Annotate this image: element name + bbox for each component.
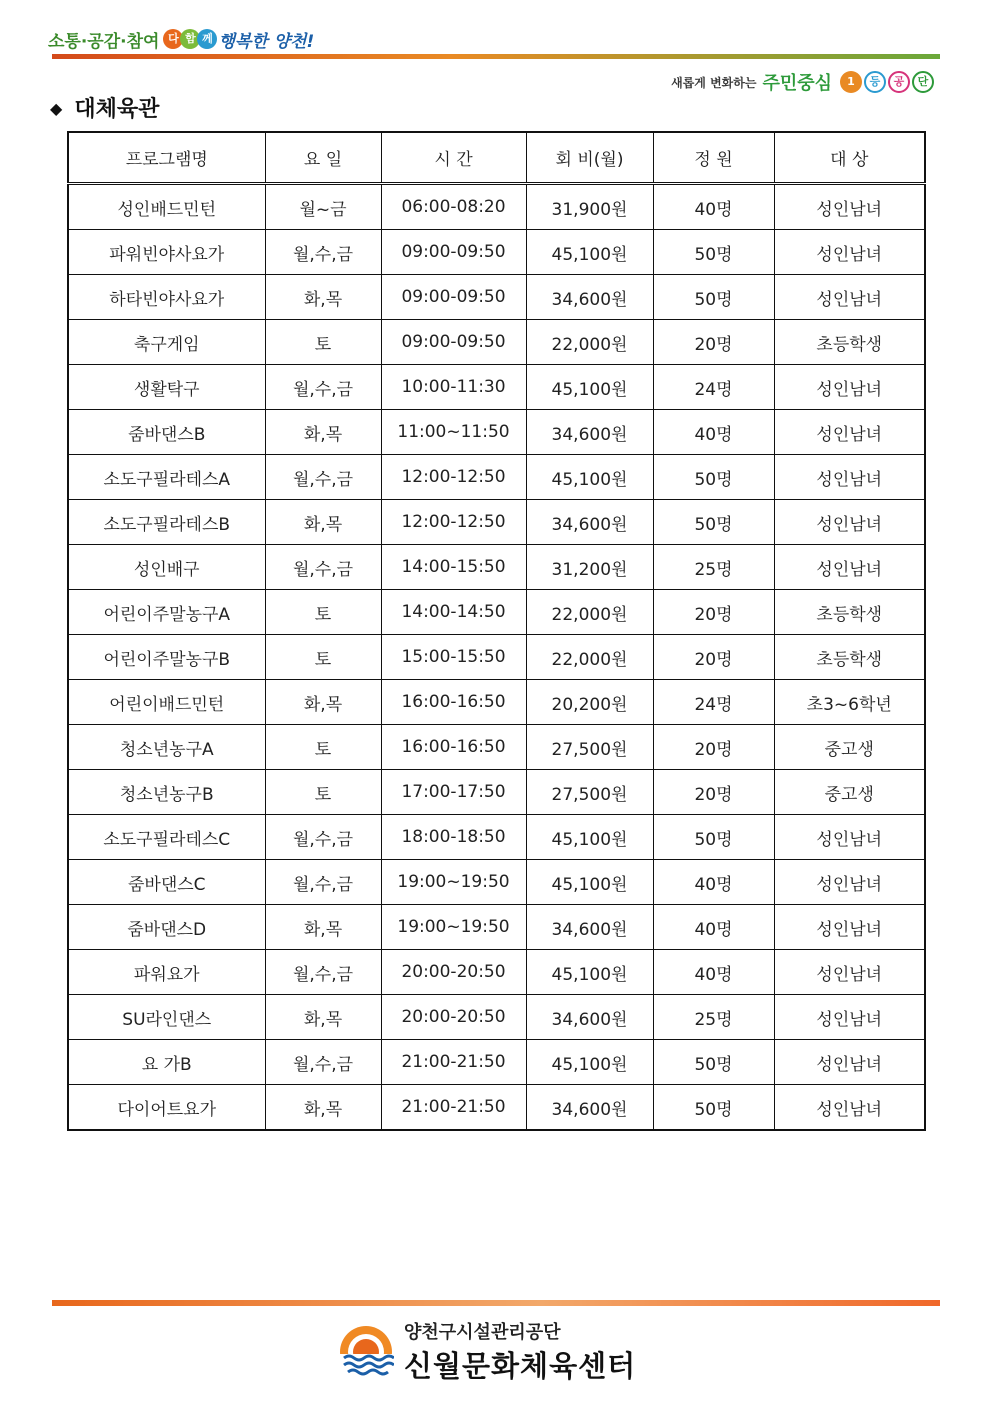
cell-capacity: 40명 — [653, 905, 774, 950]
cell-capacity: 50명 — [653, 500, 774, 545]
center-logo-icon — [338, 1324, 394, 1380]
cell-day: 월~금 — [265, 184, 381, 230]
cell-capacity: 40명 — [653, 860, 774, 905]
slogan-part1: 소통·공감·참여 — [48, 31, 160, 52]
cell-program: 줌바댄스B — [68, 410, 265, 455]
brand-circle: 1 — [840, 71, 862, 93]
section-title — [50, 92, 159, 123]
table-row — [68, 1040, 925, 1085]
table-row — [68, 320, 925, 365]
cell-capacity: 50명 — [653, 815, 774, 860]
table-row — [68, 590, 925, 635]
cell-day: 월,수,금 — [265, 860, 381, 905]
cell-fee: 34,600원 — [526, 905, 653, 950]
cell-target: 성인남녀 — [774, 995, 925, 1040]
cell-fee: 34,600원 — [526, 275, 653, 320]
cell-capacity: 20명 — [653, 635, 774, 680]
footer-org-name: 양천구시설관리공단 — [404, 1322, 561, 1343]
cell-fee: 20,200원 — [526, 680, 653, 725]
table-row — [68, 410, 925, 455]
slogan-badge-char: 께 — [197, 29, 217, 49]
cell-day: 토 — [265, 725, 381, 770]
cell-program: SU라인댄스 — [68, 995, 265, 1040]
table-row — [68, 770, 925, 815]
cell-target: 성인남녀 — [774, 230, 925, 275]
cell-target: 성인남녀 — [774, 365, 925, 410]
cell-program: 어린이주말농구A — [68, 590, 265, 635]
cell-program: 줌바댄스D — [68, 905, 265, 950]
cell-time: 16:00-16:50 — [381, 725, 526, 770]
cell-fee: 45,100원 — [526, 815, 653, 860]
cell-program: 청소년농구B — [68, 770, 265, 815]
table-row — [68, 635, 925, 680]
cell-time: 12:00-12:50 — [381, 500, 526, 545]
footer-center-name: 신월문화체육센터 — [404, 1349, 637, 1383]
cell-day: 월,수,금 — [265, 1040, 381, 1085]
cell-capacity: 25명 — [653, 545, 774, 590]
brand-circle: 등 — [864, 71, 886, 93]
cell-day: 월,수,금 — [265, 815, 381, 860]
cell-time: 20:00-20:50 — [381, 950, 526, 995]
cell-program: 성인배구 — [68, 545, 265, 590]
table-body — [68, 184, 925, 1131]
cell-target: 성인남녀 — [774, 815, 925, 860]
cell-fee: 31,200원 — [526, 545, 653, 590]
table-row — [68, 500, 925, 545]
cell-day: 화,목 — [265, 905, 381, 950]
cell-time: 18:00-18:50 — [381, 815, 526, 860]
cell-program: 소도구필라테스C — [68, 815, 265, 860]
col-header-time: 시 간 — [381, 132, 526, 184]
cell-program: 소도구필라테스B — [68, 500, 265, 545]
cell-fee: 45,100원 — [526, 455, 653, 500]
cell-program: 파워빈야사요가 — [68, 230, 265, 275]
header-divider — [52, 54, 940, 59]
cell-target: 성인남녀 — [774, 1085, 925, 1131]
cell-fee: 31,900원 — [526, 184, 653, 230]
cell-capacity: 40명 — [653, 410, 774, 455]
header-brand — [671, 68, 934, 96]
cell-time: 09:00-09:50 — [381, 230, 526, 275]
cell-capacity: 50명 — [653, 275, 774, 320]
cell-day: 화,목 — [265, 410, 381, 455]
table-row — [68, 455, 925, 500]
cell-target: 성인남녀 — [774, 860, 925, 905]
cell-program: 줌바댄스C — [68, 860, 265, 905]
section-title-text: 대체육관 — [74, 97, 160, 122]
cell-day: 화,목 — [265, 995, 381, 1040]
cell-fee: 22,000원 — [526, 635, 653, 680]
table-header-row — [68, 132, 925, 184]
cell-time: 10:00-11:30 — [381, 365, 526, 410]
table-row — [68, 725, 925, 770]
cell-time: 09:00-09:50 — [381, 320, 526, 365]
cell-program: 성인배드민턴 — [68, 184, 265, 230]
brand-circle: 공 — [888, 71, 910, 93]
cell-target: 성인남녀 — [774, 1040, 925, 1085]
cell-capacity: 25명 — [653, 995, 774, 1040]
cell-time: 21:00-21:50 — [381, 1085, 526, 1131]
cell-fee: 34,600원 — [526, 1085, 653, 1131]
footer — [338, 1318, 636, 1385]
cell-time: 11:00~11:50 — [381, 410, 526, 455]
cell-day: 토 — [265, 770, 381, 815]
brand-circles — [838, 71, 934, 93]
table-row — [68, 680, 925, 725]
cell-time: 15:00-15:50 — [381, 635, 526, 680]
cell-day: 월,수,금 — [265, 545, 381, 590]
cell-fee: 45,100원 — [526, 1040, 653, 1085]
cell-day: 토 — [265, 320, 381, 365]
cell-target: 중고생 — [774, 725, 925, 770]
cell-target: 성인남녀 — [774, 905, 925, 950]
schedule-table — [67, 131, 926, 1131]
cell-target: 초등학생 — [774, 590, 925, 635]
cell-time: 14:00-14:50 — [381, 590, 526, 635]
cell-time: 14:00-15:50 — [381, 545, 526, 590]
cell-target: 성인남녀 — [774, 455, 925, 500]
cell-day: 화,목 — [265, 680, 381, 725]
cell-capacity: 40명 — [653, 184, 774, 230]
slogan-badge-char: 다 — [163, 29, 183, 49]
table-row — [68, 995, 925, 1040]
cell-day: 화,목 — [265, 500, 381, 545]
cell-day: 화,목 — [265, 1085, 381, 1131]
cell-fee: 22,000원 — [526, 590, 653, 635]
top-slogan — [48, 24, 314, 54]
cell-capacity: 50명 — [653, 1085, 774, 1131]
cell-capacity: 40명 — [653, 950, 774, 995]
cell-fee: 34,600원 — [526, 500, 653, 545]
cell-time: 20:00-20:50 — [381, 995, 526, 1040]
table-row — [68, 545, 925, 590]
col-header-capacity: 정 원 — [653, 132, 774, 184]
cell-capacity: 24명 — [653, 365, 774, 410]
cell-program: 하타빈야사요가 — [68, 275, 265, 320]
cell-target: 중고생 — [774, 770, 925, 815]
cell-fee: 27,500원 — [526, 770, 653, 815]
table-row — [68, 275, 925, 320]
col-header-fee: 회 비(월) — [526, 132, 653, 184]
cell-time: 17:00-17:50 — [381, 770, 526, 815]
cell-program: 어린이배드민턴 — [68, 680, 265, 725]
slogan-part2: 행복한 양천! — [218, 31, 315, 52]
cell-program: 어린이주말농구B — [68, 635, 265, 680]
cell-fee: 45,100원 — [526, 365, 653, 410]
table-row — [68, 1085, 925, 1131]
cell-program: 생활탁구 — [68, 365, 265, 410]
cell-target: 성인남녀 — [774, 950, 925, 995]
cell-time: 19:00~19:50 — [381, 905, 526, 950]
cell-target: 초등학생 — [774, 320, 925, 365]
table-row — [68, 950, 925, 995]
cell-target: 성인남녀 — [774, 410, 925, 455]
cell-time: 16:00-16:50 — [381, 680, 526, 725]
cell-day: 토 — [265, 590, 381, 635]
cell-target: 성인남녀 — [774, 500, 925, 545]
cell-target: 초등학생 — [774, 635, 925, 680]
table-row — [68, 365, 925, 410]
cell-target: 성인남녀 — [774, 275, 925, 320]
cell-target: 초3~6학년 — [774, 680, 925, 725]
table-row — [68, 860, 925, 905]
cell-capacity: 20명 — [653, 725, 774, 770]
cell-target: 성인남녀 — [774, 545, 925, 590]
table-row — [68, 184, 925, 230]
cell-capacity: 50명 — [653, 230, 774, 275]
cell-program: 청소년농구A — [68, 725, 265, 770]
cell-time: 19:00~19:50 — [381, 860, 526, 905]
brand-circle: 단 — [912, 71, 934, 93]
footer-divider — [52, 1300, 940, 1306]
cell-target: 성인남녀 — [774, 184, 925, 230]
cell-program: 소도구필라테스A — [68, 455, 265, 500]
cell-fee: 45,100원 — [526, 950, 653, 995]
cell-day: 월,수,금 — [265, 365, 381, 410]
cell-time: 21:00-21:50 — [381, 1040, 526, 1085]
cell-fee: 27,500원 — [526, 725, 653, 770]
col-header-day: 요 일 — [265, 132, 381, 184]
cell-capacity: 50명 — [653, 455, 774, 500]
cell-program: 다이어트요가 — [68, 1085, 265, 1131]
brand-big-text: 주민중심 — [762, 73, 832, 94]
cell-capacity: 20명 — [653, 770, 774, 815]
cell-program: 축구게임 — [68, 320, 265, 365]
cell-day: 화,목 — [265, 275, 381, 320]
cell-fee: 34,600원 — [526, 410, 653, 455]
cell-day: 월,수,금 — [265, 455, 381, 500]
cell-capacity: 50명 — [653, 1040, 774, 1085]
cell-program: 요 가B — [68, 1040, 265, 1085]
table-row — [68, 905, 925, 950]
table-row — [68, 230, 925, 275]
col-header-program: 프로그램명 — [68, 132, 265, 184]
cell-time: 06:00-08:20 — [381, 184, 526, 230]
cell-capacity: 24명 — [653, 680, 774, 725]
brand-small-text: 새롭게 변화하는 — [671, 75, 757, 90]
slogan-badge — [163, 29, 214, 49]
cell-day: 토 — [265, 635, 381, 680]
cell-capacity: 20명 — [653, 320, 774, 365]
cell-day: 월,수,금 — [265, 230, 381, 275]
cell-fee: 45,100원 — [526, 230, 653, 275]
cell-fee: 45,100원 — [526, 860, 653, 905]
table-row — [68, 815, 925, 860]
cell-time: 12:00-12:50 — [381, 455, 526, 500]
cell-program: 파워요가 — [68, 950, 265, 995]
cell-time: 09:00-09:50 — [381, 275, 526, 320]
cell-capacity: 20명 — [653, 590, 774, 635]
cell-fee: 34,600원 — [526, 995, 653, 1040]
cell-fee: 22,000원 — [526, 320, 653, 365]
col-header-target: 대 상 — [774, 132, 925, 184]
slogan-badge-char: 함 — [180, 29, 200, 49]
cell-day: 월,수,금 — [265, 950, 381, 995]
diamond-bullet-icon: ◆ — [50, 99, 63, 118]
